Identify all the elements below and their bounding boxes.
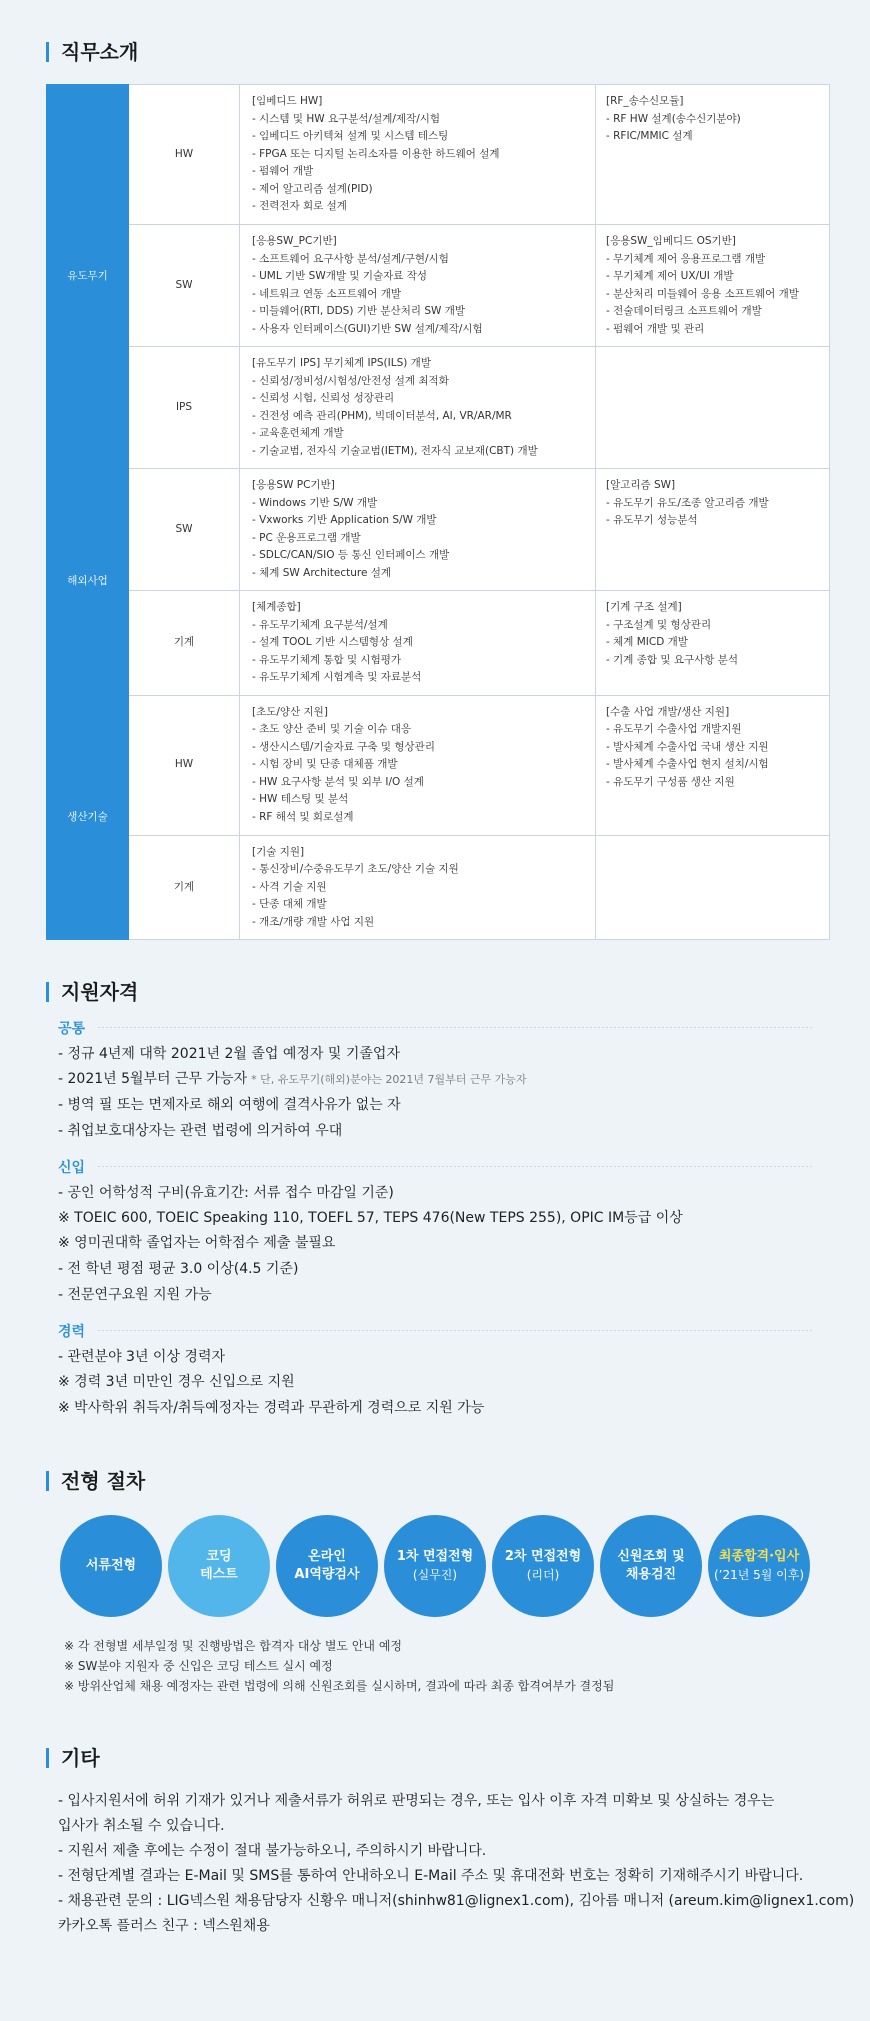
jobs-row <box>47 591 830 696</box>
etc-line-3: - 지원서 제출 후에는 수정이 절대 불가능하오니, 주의하시기 바랍니다. <box>58 1843 487 1859</box>
etc-line-4: - 전형단계별 결과는 E-Mail 및 SMS를 통하여 안내하오니 E-Mail 주소 및 휴대전화 번호는 정확히 기재해주시기 바랍니다. <box>58 1868 804 1884</box>
step-label: 서류전형 <box>85 1558 137 1573</box>
job-duties-secondary <box>596 225 830 347</box>
job-duty-line: - 유도무기체계 통합 및 시험평가 <box>252 653 401 666</box>
job-duty-line: - 무기체계 제어 응용프로그램 개발 <box>606 252 766 265</box>
job-duty-line: - 발사체계 수출사업 국내 생산 지원 <box>606 740 769 753</box>
step-final-hire <box>708 1515 810 1617</box>
job-subcategory: HW <box>129 85 240 225</box>
jobs-row <box>47 835 830 940</box>
step-label: 2차 면접전형 <box>504 1549 582 1564</box>
job-duty-line: - 유도무기 유도/조종 알고리즘 개발 <box>606 496 769 509</box>
process-note-1: ※ 각 전형별 세부일정 및 진행방법은 합격자 대상 별도 안내 예정 <box>64 1639 403 1653</box>
process-steps <box>60 1515 820 1625</box>
job-subcategory: SW <box>129 469 240 591</box>
job-duty-line: - RFIC/MMIC 설계 <box>606 130 693 142</box>
step-label: 1차 면접전형 <box>396 1549 474 1564</box>
jobs-row <box>47 85 830 225</box>
job-duty-line: - 임베디드 아키텍쳐 설계 및 시스템 테스팅 <box>252 130 449 142</box>
step-background-check <box>600 1515 702 1617</box>
etc-line-2: 입사가 취소될 수 있습니다. <box>58 1818 225 1834</box>
job-duties-primary <box>240 835 596 940</box>
job-category: 해외사업 <box>47 469 129 696</box>
jobs-table <box>46 84 830 940</box>
group-label-experienced: 경력 <box>58 1324 86 1340</box>
job-duties-primary <box>240 347 596 469</box>
job-duty-line: - 유도무기체계 요구분석/설계 <box>252 618 388 631</box>
job-duty-line: - 초도 양산 준비 및 기술 이슈 대응 <box>252 723 412 735</box>
job-duties-secondary <box>596 835 830 940</box>
job-duty-line: - 건전성 예측 관리(PHM), 빅데이터분석, AI, VR/AR/MR <box>252 409 512 422</box>
job-duty-line: - RF HW 설계(송수신기분야) <box>606 112 741 125</box>
step-label: 최종합격·입사 <box>718 1549 800 1564</box>
job-duty-line: - 교육훈련체계 개발 <box>252 427 344 439</box>
job-duty-line: - 네트워크 연동 소프트웨어 개발 <box>252 287 401 300</box>
group-label-common: 공통 <box>58 1021 86 1037</box>
job-duty-line: - 유도무기 수출사업 개발지원 <box>606 723 742 735</box>
section-title-jobs: 직무소개 <box>46 42 138 62</box>
qual-new-2: ※ TOEIC 600, TOEIC Speaking 110, TOEFL 57, TEPS 476(New TEPS 255), OPIC IM등급 이상 <box>58 1210 683 1226</box>
qual-new-3: ※ 영미권대학 졸업자는 어학점수 제출 불필요 <box>58 1235 336 1251</box>
qual-common-4: - 취업보호대상자는 관련 법령에 의거하여 우대 <box>58 1123 343 1139</box>
job-duty-line: - PC 운용프로그램 개발 <box>252 531 361 544</box>
job-category: 생산기술 <box>47 695 129 940</box>
divider <box>98 1166 812 1167</box>
job-duties-primary <box>240 469 596 591</box>
step-sublabel: (리더) <box>526 1568 560 1582</box>
job-duty-line: - RF 해석 및 회로설계 <box>252 810 354 823</box>
job-duty-line: - 체계 SW Architecture 설계 <box>252 566 392 579</box>
job-duty-line: - 전술데이터링크 소프트웨어 개발 <box>606 305 762 317</box>
job-duty-line: [유도무기 IPS] 무기체계 IPS(ILS) 개발 <box>252 357 431 369</box>
qual-common-2-text: - 2021년 5월부터 근무 가능자 <box>58 1071 248 1087</box>
job-duty-line: - 통신장비/수중유도무기 초도/양산 기술 지원 <box>252 863 459 875</box>
step-label: 신원조회 및 채용검진 <box>617 1549 685 1582</box>
etc-line-1: - 입사지원서에 허위 기재가 있거나 제출서류가 허위로 판명되는 경우, 또는 입사 이후 자격 미확보 및 상실하는 경우는 <box>58 1793 775 1809</box>
job-duty-line: - 미들웨어(RTI, DDS) 기반 분산처리 SW 개발 <box>252 305 465 317</box>
job-duty-line: - HW 요구사항 분석 및 외부 I/O 설계 <box>252 775 424 788</box>
qual-exp-2: ※ 경력 3년 미만인 경우 신입으로 지원 <box>58 1374 295 1390</box>
job-duty-line: - 유도무기 성능분석 <box>606 514 698 526</box>
job-subcategory: 기계 <box>129 591 240 696</box>
jobs-row <box>47 347 830 469</box>
qual-common-1: - 정규 4년제 대학 2021년 2월 졸업 예정자 및 기졸업자 <box>58 1046 400 1062</box>
job-duty-line: [기술 지원] <box>252 845 305 858</box>
section-title-qualification: 지원자격 <box>46 982 138 1002</box>
job-duties-primary <box>240 591 596 696</box>
job-duty-line: - 기술교범, 전자식 기술교범(IETM), 전자식 교보재(CBT) 개발 <box>252 444 538 457</box>
job-duty-line: [알고리즘 SW] <box>606 479 676 491</box>
job-subcategory: HW <box>129 695 240 835</box>
job-duties-primary <box>240 695 596 835</box>
qual-common-2 <box>58 1068 527 1088</box>
section-title-process: 전형 절차 <box>46 1471 145 1491</box>
job-duty-line: - 신뢰성 시험, 신뢰성 성장관리 <box>252 392 395 404</box>
step-interview-2 <box>492 1515 594 1617</box>
jobs-row <box>47 225 830 347</box>
job-duties-secondary <box>596 85 830 225</box>
job-duty-line: - 단종 대체 개발 <box>252 898 327 910</box>
group-label-new: 신입 <box>58 1160 86 1176</box>
job-category: 유도무기 <box>47 85 129 469</box>
job-duty-line: [응용SW PC기반] <box>252 479 335 491</box>
step-ai-assessment <box>276 1515 378 1617</box>
job-duty-line: [체계종합] <box>252 601 301 613</box>
job-duty-line: - 무기체계 제어 UX/UI 개발 <box>606 270 734 282</box>
job-duty-line: [기계 구조 설계] <box>606 601 682 613</box>
job-duty-line: - Windows 기반 S/W 개발 <box>252 496 378 509</box>
job-duty-line: - 사용자 인터페이스(GUI)기반 SW 설계/제작/시험 <box>252 322 483 335</box>
job-duties-secondary <box>596 695 830 835</box>
job-duty-line: - 발사체계 수출사업 현지 설치/시험 <box>606 758 769 770</box>
step-label: 코딩 테스트 <box>200 1549 238 1582</box>
job-duty-line: [임베디드 HW] <box>252 95 323 107</box>
job-duty-line: - 체계 MICD 개발 <box>606 636 688 648</box>
divider <box>98 1330 812 1331</box>
job-duties-secondary <box>596 591 830 696</box>
job-duty-line: - 개조/개량 개발 사업 지원 <box>252 915 375 928</box>
job-subcategory: SW <box>129 225 240 347</box>
job-duty-line: - 분산처리 미들웨어 응용 소프트웨어 개발 <box>606 287 799 300</box>
job-duty-line: - 기계 종합 및 요구사항 분석 <box>606 653 739 666</box>
etc-line-6: 카카오톡 플러스 친구 : 넥스원채용 <box>58 1918 270 1934</box>
divider <box>98 1027 812 1028</box>
job-duty-line: [응용SW_임베디드 OS기반] <box>606 235 736 247</box>
job-duty-line: - UML 기반 SW개발 및 기술자료 작성 <box>252 270 428 282</box>
qual-new-1: - 공인 어학성적 구비(유효기간: 서류 접수 마감일 기준) <box>58 1185 394 1201</box>
step-coding-test <box>168 1515 270 1617</box>
job-duty-line: - 유도무기 구성품 생산 지원 <box>606 775 735 788</box>
qual-common-note: * 단, 유도무기(해외)분야는 2021년 7월부터 근무 가능자 <box>251 1073 527 1086</box>
job-duty-line: [초도/양산 지원] <box>252 705 328 718</box>
step-interview-1 <box>384 1515 486 1617</box>
step-sublabel: (실무진) <box>412 1568 458 1582</box>
job-duty-line: [응용SW_PC기반] <box>252 235 337 247</box>
job-duty-line: - 사격 기술 지원 <box>252 880 327 893</box>
job-duty-line: - 구조설계 및 형상관리 <box>606 618 712 631</box>
job-subcategory: IPS <box>129 347 240 469</box>
job-duty-line: - 펌웨어 개발 및 관리 <box>606 322 705 335</box>
section-title-etc: 기타 <box>46 1748 100 1768</box>
qual-common-3: - 병역 필 또는 면제자로 해외 여행에 결격사유가 없는 자 <box>58 1097 401 1113</box>
job-duties-primary <box>240 85 596 225</box>
step-sublabel: (’21년 5월 이후) <box>713 1568 805 1582</box>
job-duty-line: [RF_송수신모듈] <box>606 95 684 107</box>
jobs-row <box>47 469 830 591</box>
job-duty-line: - Vxworks 기반 Application S/W 개발 <box>252 514 437 526</box>
process-note-2: ※ SW분야 지원자 중 신입은 코딩 테스트 실시 예정 <box>64 1659 333 1673</box>
job-duties-secondary <box>596 469 830 591</box>
job-duty-line: [수출 사업 개발/생산 지원] <box>606 705 730 718</box>
job-duty-line: - SDLC/CAN/SIO 등 통신 인터페이스 개발 <box>252 549 450 561</box>
job-subcategory: 기계 <box>129 835 240 940</box>
job-duty-line: - FPGA 또는 디지털 논리소자를 이용한 하드웨어 설계 <box>252 147 500 160</box>
process-note-3: ※ 방위산업체 채용 예정자는 관련 법령에 의해 신원조회를 실시하며, 결과에 따라 최종 합격여부가 결정됨 <box>64 1679 615 1693</box>
job-duty-line: - 생산시스템/기술자료 구축 및 형상관리 <box>252 740 435 753</box>
step-document-screening <box>60 1515 162 1617</box>
job-duty-line: - 소프트웨어 요구사항 분석/설계/구현/시험 <box>252 252 449 265</box>
qual-exp-1: - 관련분야 3년 이상 경력자 <box>58 1349 225 1365</box>
job-duty-line: - 제어 알고리즘 설계(PID) <box>252 182 373 195</box>
jobs-row <box>47 695 830 835</box>
job-duty-line: - 전력전자 회로 설계 <box>252 200 347 212</box>
job-duty-line: - 시스템 및 HW 요구분석/설계/제작/시험 <box>252 112 441 125</box>
job-duty-line: - 유도무기체계 시험계측 및 자료분석 <box>252 671 422 683</box>
job-duties-secondary <box>596 347 830 469</box>
qual-exp-3: ※ 박사학위 취득자/취득예정자는 경력과 무관하게 경력으로 지원 가능 <box>58 1400 485 1416</box>
job-duty-line: - 펌웨어 개발 <box>252 165 314 177</box>
qual-new-4: - 전 학년 평점 평균 3.0 이상(4.5 기준) <box>58 1261 299 1277</box>
job-duty-line: - 신뢰성/정비성/시험성/안전성 설계 최적화 <box>252 374 449 387</box>
qual-new-5: - 전문연구요원 지원 가능 <box>58 1287 212 1303</box>
job-duty-line: - HW 테스팅 및 분석 <box>252 793 349 805</box>
step-label: 온라인 AI역량검사 <box>294 1549 360 1582</box>
job-duty-line: - 설계 TOOL 기반 시스템형상 설계 <box>252 636 413 648</box>
etc-line-5: - 채용관련 문의 : LIG넥스원 채용담당자 신황우 매니저(shinhw81@lignex1.com), 김아름 매니저 (areum.kim@lignex1.com) <box>58 1893 855 1909</box>
job-duty-line: - 시험 장비 및 단종 대체품 개발 <box>252 758 398 770</box>
job-duties-primary <box>240 225 596 347</box>
